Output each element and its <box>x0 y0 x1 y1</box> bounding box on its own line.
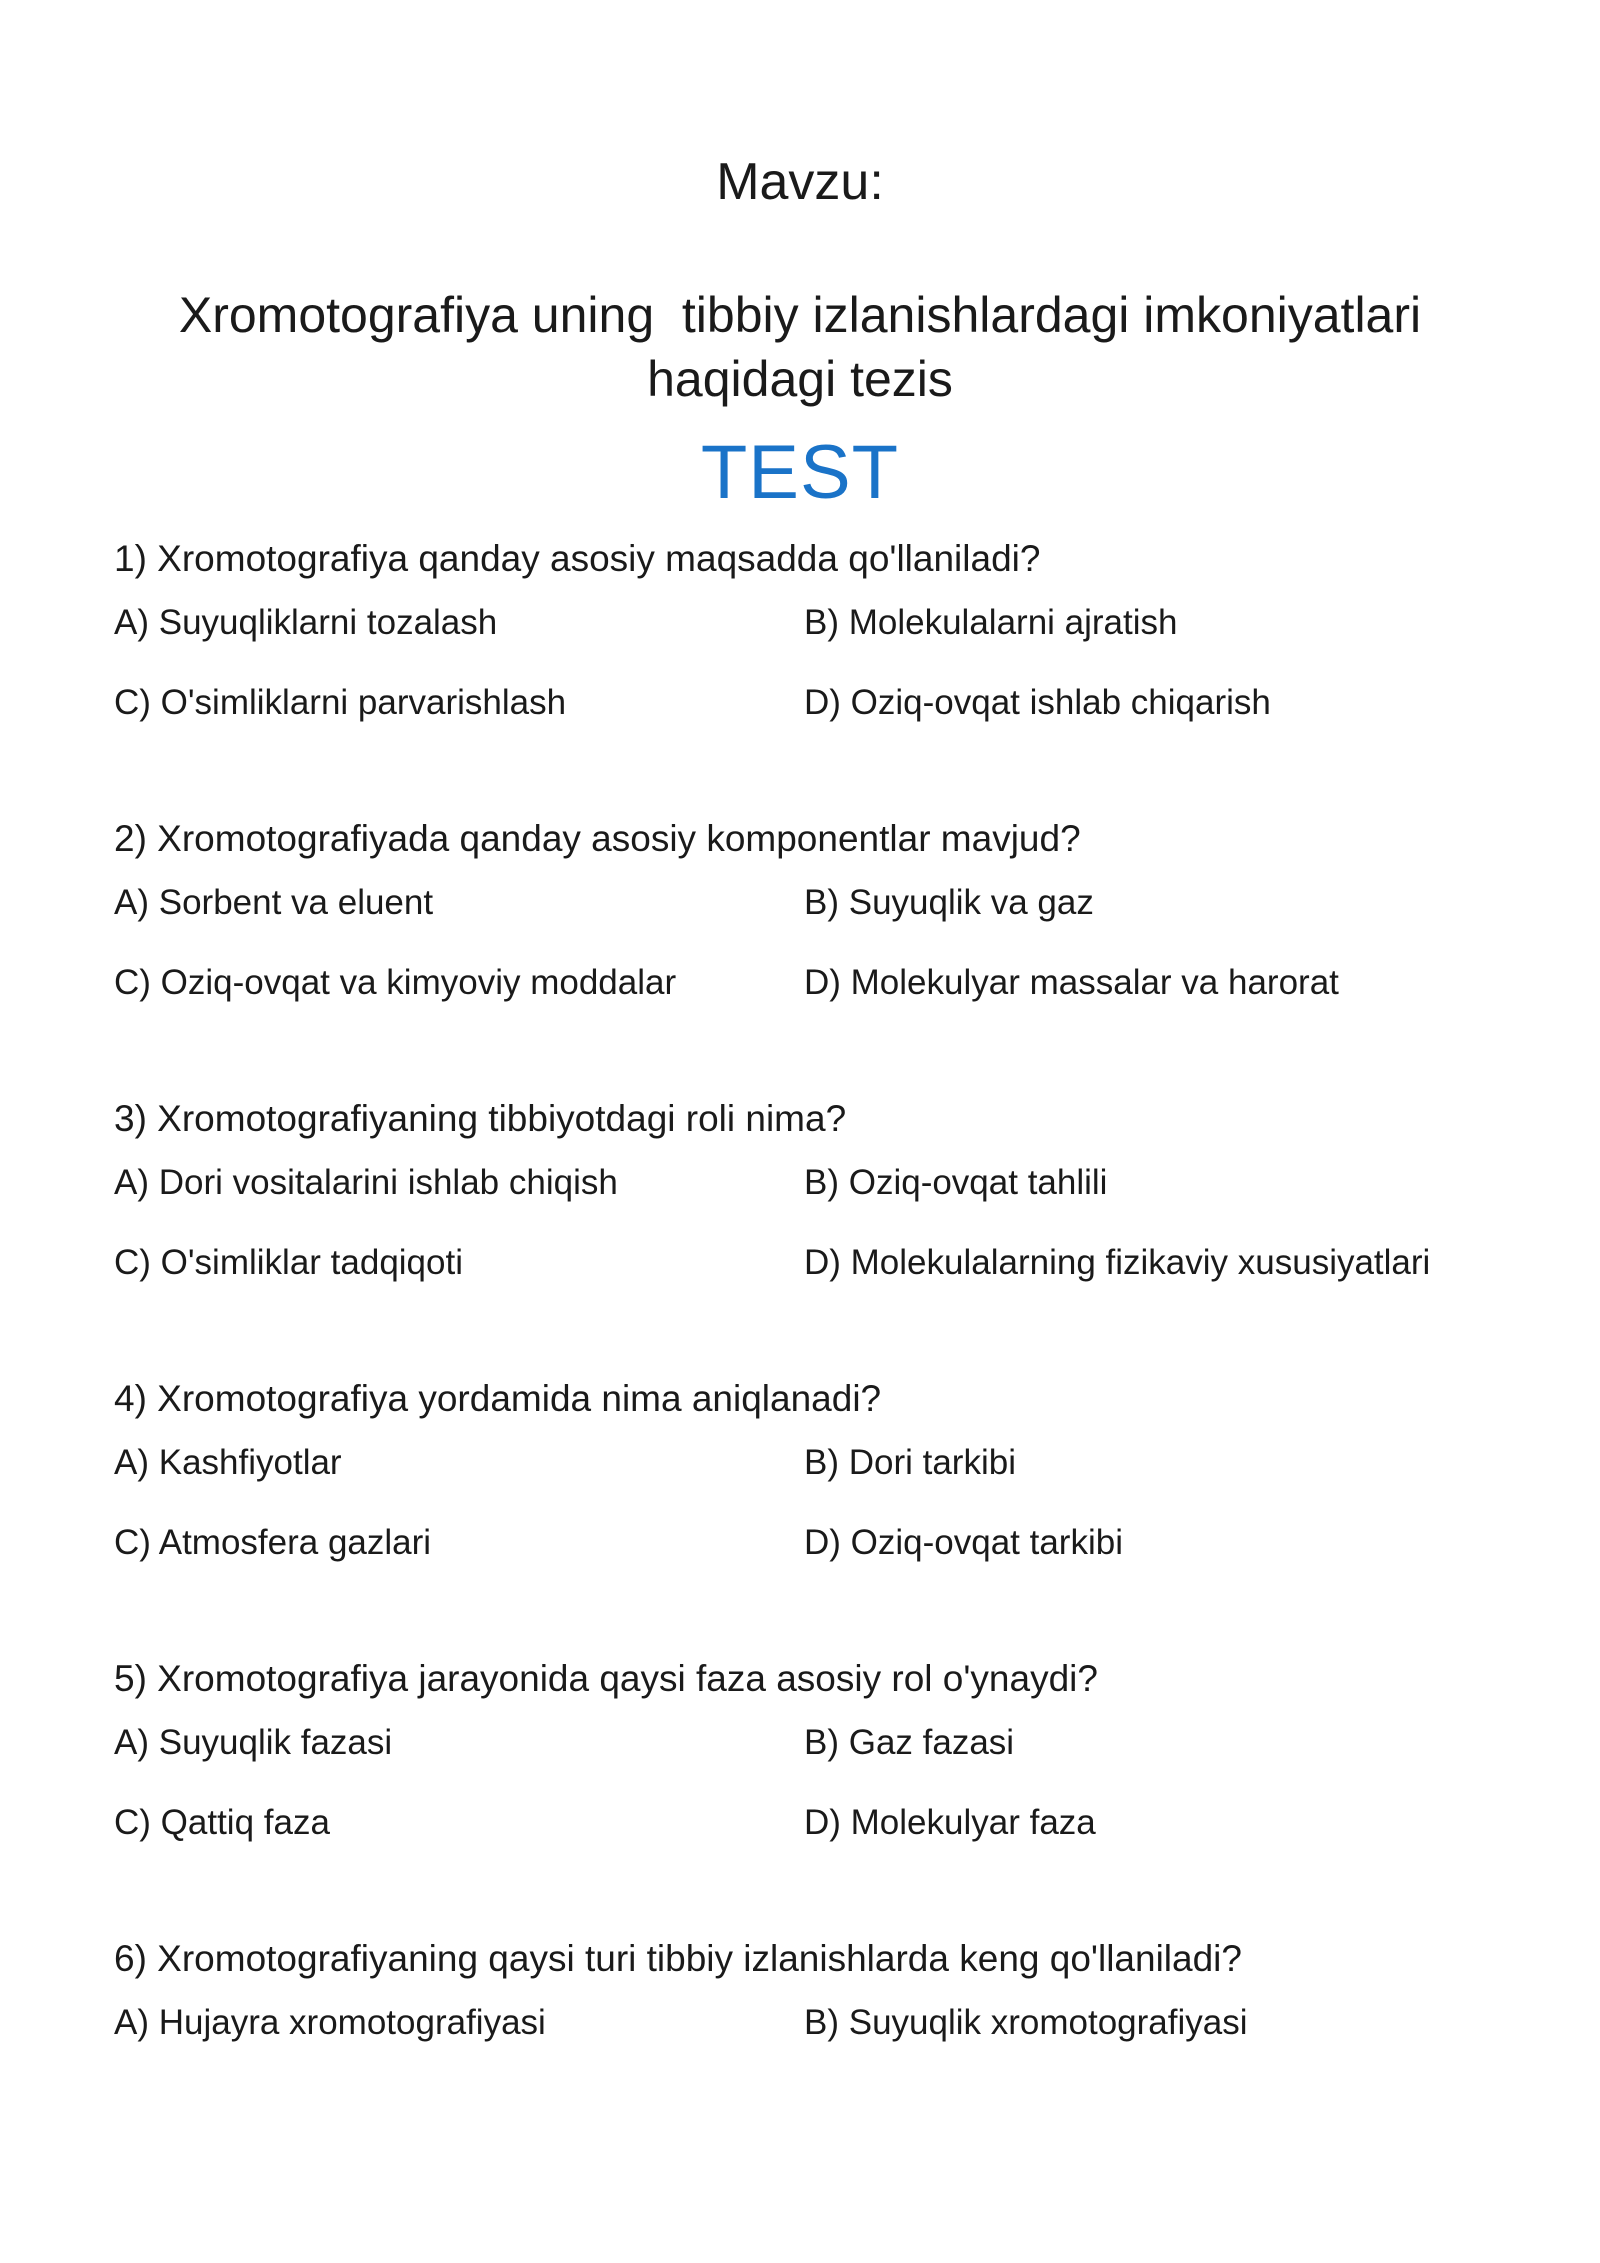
option-b: B) Dori tarkibi <box>804 1443 1016 1482</box>
option-a: A) Suyuqliklarni tozalash <box>114 603 498 642</box>
option-d: D) Molekulalarning fizikaviy xususiyatlari <box>804 1243 1431 1282</box>
document-title <box>0 283 1600 411</box>
option-b: B) Suyuqlik va gaz <box>804 883 1094 922</box>
title-line-2: haqidagi tezis <box>647 351 953 407</box>
option-d: D) Molekulyar faza <box>804 1803 1096 1842</box>
question-6 <box>114 1935 1494 2215</box>
option-a: A) Suyuqlik fazasi <box>114 1723 393 1762</box>
option-a: A) Hujayra xromotografiyasi <box>114 2003 546 2042</box>
option-d: D) Oziq-ovqat tarkibi <box>804 1523 1123 1562</box>
option-b: B) Suyuqlik xromotografiyasi <box>804 2003 1248 2042</box>
question-5 <box>114 1655 1494 1935</box>
answer-options <box>114 2001 1494 2081</box>
option-c: C) O'simliklar tadqiqoti <box>114 1243 463 1282</box>
answer-options <box>114 881 1494 1041</box>
question-text: 4) Xromotografiya yordamida nima aniqlanadi? <box>114 1378 882 1419</box>
option-b: B) Oziq-ovqat tahlili <box>804 1163 1108 1202</box>
option-a: A) Sorbent va eluent <box>114 883 434 922</box>
option-c: C) Qattiq faza <box>114 1803 330 1842</box>
option-d: D) Oziq-ovqat ishlab chiqarish <box>804 683 1271 722</box>
question-text: 2) Xromotografiyada qanday asosiy komponentlar mavjud? <box>114 818 1081 859</box>
question-text: 1) Xromotografiya qanday asosiy maqsadda qo'llaniladi? <box>114 538 1041 579</box>
answer-options <box>114 601 1494 761</box>
title-line-1: Xromotografiya uning tibbiy izlanishlardagi imkoniyatlari <box>178 287 1422 343</box>
answer-options <box>114 1161 1494 1321</box>
answer-options <box>114 1441 1494 1601</box>
question-4 <box>114 1375 1494 1655</box>
topic-label: Mavzu: <box>716 153 884 211</box>
option-c: C) Oziq-ovqat va kimyoviy moddalar <box>114 963 677 1002</box>
option-d: D) Molekulyar massalar va harorat <box>804 963 1339 1002</box>
question-text: 5) Xromotografiya jarayonida qaysi faza asosiy rol o'ynaydi? <box>114 1658 1098 1699</box>
question-2 <box>114 815 1494 1095</box>
option-a: A) Dori vositalarini ishlab chiqish <box>114 1163 618 1202</box>
answer-options <box>114 1721 1494 1881</box>
question-list <box>114 535 1494 2215</box>
test-heading: TEST <box>700 430 900 515</box>
question-text: 3) Xromotografiyaning tibbiyotdagi roli nima? <box>114 1098 847 1139</box>
question-3 <box>114 1095 1494 1375</box>
option-c: C) O'simliklarni parvarishlash <box>114 683 567 722</box>
question-1 <box>114 535 1494 815</box>
option-c: C) Atmosfera gazlari <box>114 1523 432 1562</box>
option-b: B) Molekulalarni ajratish <box>804 603 1178 642</box>
option-b: B) Gaz fazasi <box>804 1723 1015 1762</box>
question-text: 6) Xromotografiyaning qaysi turi tibbiy izlanishlarda keng qo'llaniladi? <box>114 1938 1242 1979</box>
option-a: A) Kashfiyotlar <box>114 1443 342 1482</box>
